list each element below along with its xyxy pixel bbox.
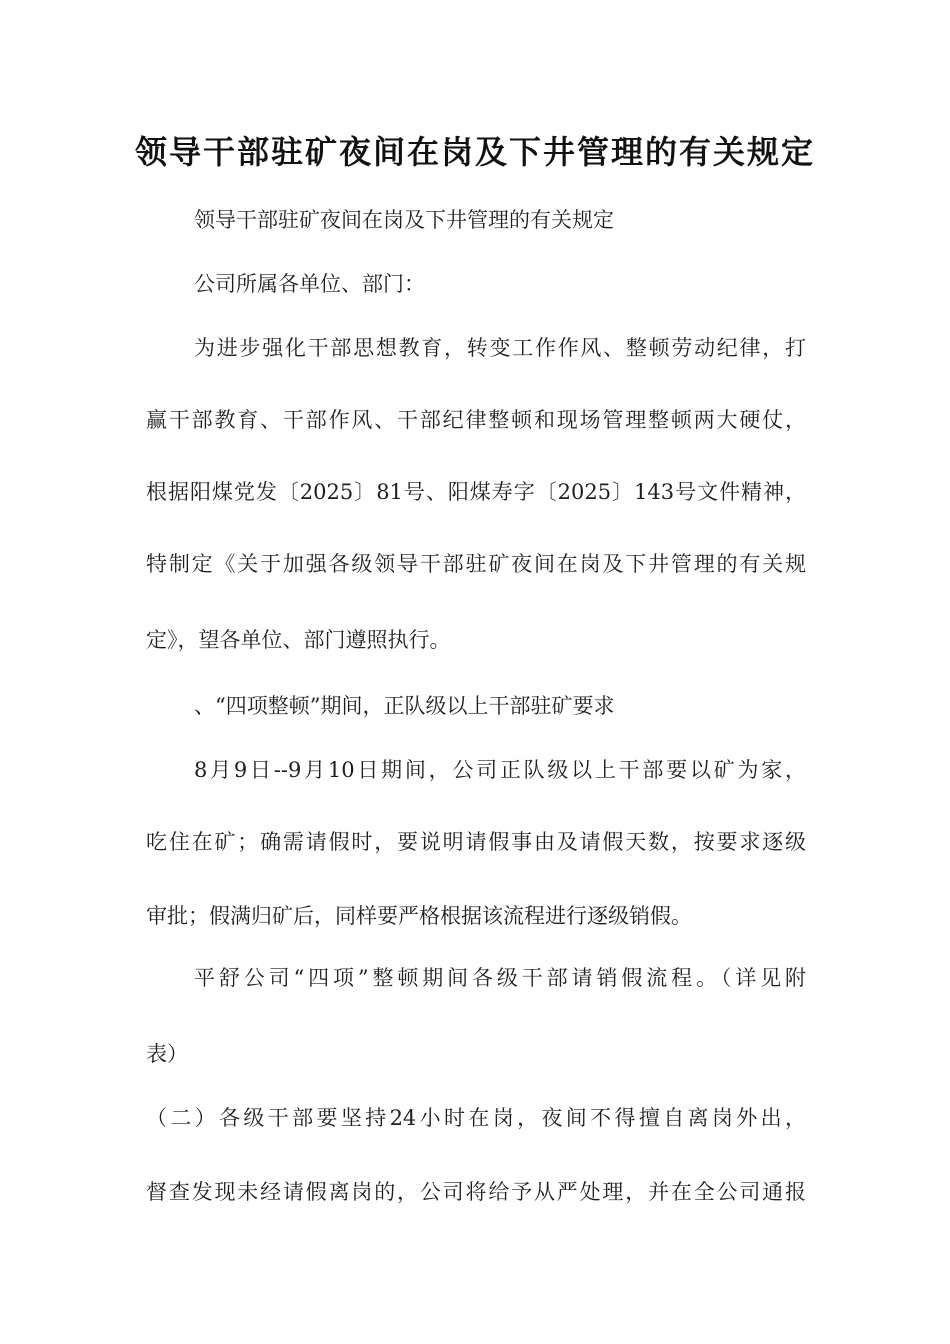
- paragraph-line: 平舒公司“四项”整顿期间各级干部请销假流程。（详见附: [194, 966, 806, 990]
- subtitle-line: 领导干部驻矿夜间在岗及下井管理的有关规定: [194, 208, 614, 232]
- document-title: 领导干部驻矿夜间在岗及下井管理的有关规定: [134, 133, 815, 171]
- paragraph-line: 吃住在矿；确需请假时，要说明请假事由及请假天数，按要求逐级: [146, 830, 806, 854]
- paragraph-line: 定》，望各单位、部门遵照执行。: [146, 628, 451, 652]
- paragraph-line: 为进步强化干部思想教育，转变工作作风、整顿劳动纪律，打: [194, 336, 806, 360]
- paragraph-line: 审批；假满归矿后，同样要严格根据该流程进行逐级销假。: [146, 904, 692, 928]
- paragraph-line: 根据阳煤党发〔2025〕81号、阳煤寿字〔2025〕143号文件精神，: [146, 480, 806, 504]
- paragraph-line: （二）各级干部要坚持24小时在岗，夜间不得擅自离岗外出，: [146, 1106, 806, 1130]
- paragraph-line: 特制定《关于加强各级领导干部驻矿夜间在岗及下井管理的有关规: [146, 552, 806, 576]
- paragraph-line: 赢干部教育、干部作风、干部纪律整顿和现场管理整顿两大硬仗，: [146, 408, 806, 432]
- paragraph-line: 8月9日--9月10日期间，公司正队级以上干部要以矿为家，: [194, 758, 806, 782]
- section-heading: 、“四项整顿”期间，正队级以上干部驻矿要求: [194, 694, 615, 718]
- paragraph-line: 督查发现未经请假离岗的，公司将给予从严处理，并在全公司通报: [146, 1180, 806, 1204]
- salutation-line: 公司所属各单位、部门：: [194, 272, 425, 296]
- paragraph-line: 表）: [146, 1042, 188, 1066]
